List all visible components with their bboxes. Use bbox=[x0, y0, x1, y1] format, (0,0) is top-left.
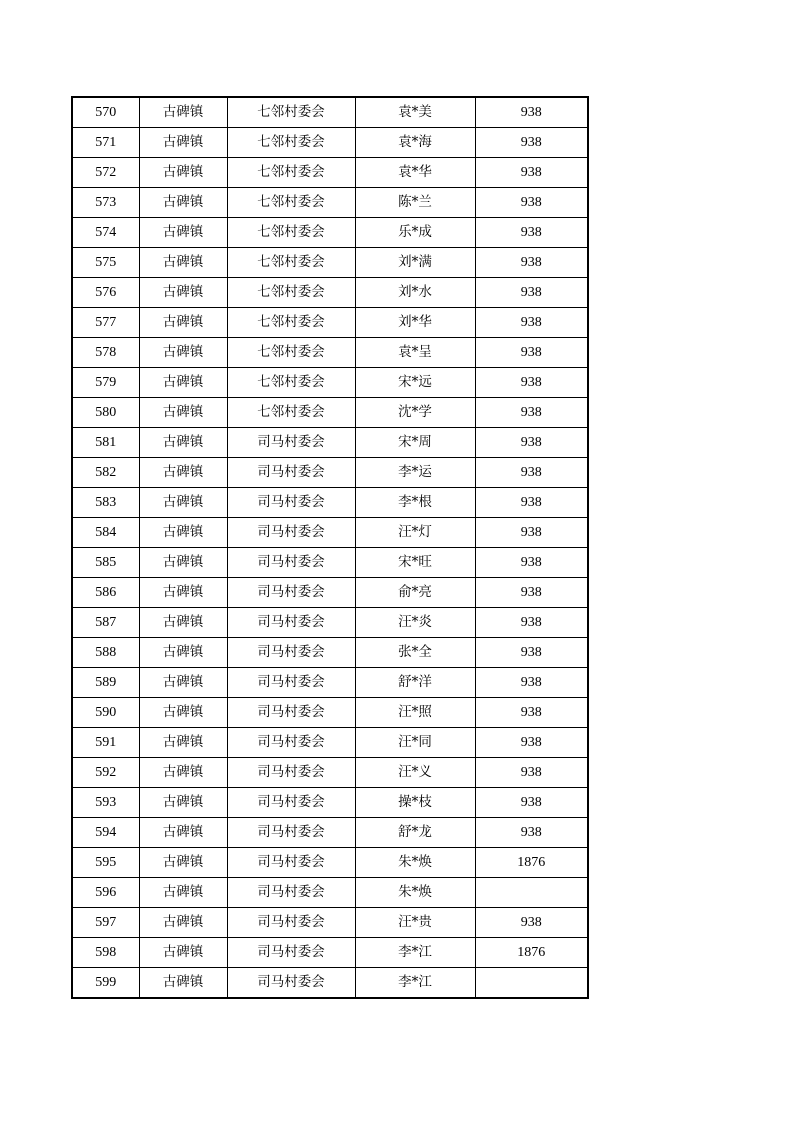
row-number-cell: 591 bbox=[72, 728, 139, 758]
village-committee-cell: 司马村委会 bbox=[227, 788, 355, 818]
town-cell: 古碑镇 bbox=[139, 428, 227, 458]
village-committee-cell: 司马村委会 bbox=[227, 518, 355, 548]
person-name-cell: 乐*成 bbox=[355, 218, 475, 248]
table-row bbox=[72, 938, 588, 968]
town-cell: 古碑镇 bbox=[139, 818, 227, 848]
town-cell: 古碑镇 bbox=[139, 158, 227, 188]
person-name-cell: 操*枝 bbox=[355, 788, 475, 818]
town-cell: 古碑镇 bbox=[139, 698, 227, 728]
table-row bbox=[72, 608, 588, 638]
town-cell: 古碑镇 bbox=[139, 368, 227, 398]
table-row bbox=[72, 248, 588, 278]
row-number-cell: 577 bbox=[72, 308, 139, 338]
village-committee-cell: 七邻村委会 bbox=[227, 368, 355, 398]
person-name-cell: 刘*满 bbox=[355, 248, 475, 278]
amount-cell: 938 bbox=[475, 548, 588, 578]
amount-cell: 938 bbox=[475, 788, 588, 818]
town-cell: 古碑镇 bbox=[139, 458, 227, 488]
person-name-cell: 汪*贵 bbox=[355, 908, 475, 938]
town-cell: 古碑镇 bbox=[139, 848, 227, 878]
village-committee-cell: 司马村委会 bbox=[227, 698, 355, 728]
table-row bbox=[72, 968, 588, 999]
town-cell: 古碑镇 bbox=[139, 188, 227, 218]
row-number-cell: 580 bbox=[72, 398, 139, 428]
town-cell: 古碑镇 bbox=[139, 278, 227, 308]
person-name-cell: 汪*义 bbox=[355, 758, 475, 788]
row-number-cell: 573 bbox=[72, 188, 139, 218]
person-name-cell: 李*江 bbox=[355, 938, 475, 968]
amount-cell: 938 bbox=[475, 338, 588, 368]
table-row bbox=[72, 818, 588, 848]
table-row bbox=[72, 218, 588, 248]
table-row bbox=[72, 188, 588, 218]
row-number-cell: 592 bbox=[72, 758, 139, 788]
amount-cell: 938 bbox=[475, 128, 588, 158]
person-name-cell: 朱*焕 bbox=[355, 878, 475, 908]
town-cell: 古碑镇 bbox=[139, 608, 227, 638]
table-row bbox=[72, 158, 588, 188]
amount-cell: 938 bbox=[475, 818, 588, 848]
amount-cell: 938 bbox=[475, 218, 588, 248]
town-cell: 古碑镇 bbox=[139, 518, 227, 548]
amount-cell: 938 bbox=[475, 608, 588, 638]
village-committee-cell: 七邻村委会 bbox=[227, 188, 355, 218]
town-cell: 古碑镇 bbox=[139, 788, 227, 818]
table-row bbox=[72, 578, 588, 608]
person-name-cell: 舒*洋 bbox=[355, 668, 475, 698]
village-committee-cell: 七邻村委会 bbox=[227, 308, 355, 338]
row-number-cell: 572 bbox=[72, 158, 139, 188]
village-committee-cell: 司马村委会 bbox=[227, 428, 355, 458]
amount-cell: 938 bbox=[475, 518, 588, 548]
row-number-cell: 578 bbox=[72, 338, 139, 368]
town-cell: 古碑镇 bbox=[139, 248, 227, 278]
row-number-cell: 575 bbox=[72, 248, 139, 278]
village-committee-cell: 司马村委会 bbox=[227, 818, 355, 848]
amount-cell: 938 bbox=[475, 428, 588, 458]
town-cell: 古碑镇 bbox=[139, 758, 227, 788]
village-committee-cell: 司马村委会 bbox=[227, 728, 355, 758]
town-cell: 古碑镇 bbox=[139, 578, 227, 608]
table-row bbox=[72, 308, 588, 338]
table-row bbox=[72, 278, 588, 308]
person-name-cell: 张*全 bbox=[355, 638, 475, 668]
table-row bbox=[72, 128, 588, 158]
town-cell: 古碑镇 bbox=[139, 548, 227, 578]
amount-cell: 1876 bbox=[475, 938, 588, 968]
village-committee-cell: 司马村委会 bbox=[227, 668, 355, 698]
row-number-cell: 597 bbox=[72, 908, 139, 938]
amount-cell: 938 bbox=[475, 398, 588, 428]
village-committee-cell: 司马村委会 bbox=[227, 638, 355, 668]
person-name-cell: 汪*照 bbox=[355, 698, 475, 728]
amount-cell: 938 bbox=[475, 248, 588, 278]
row-number-cell: 593 bbox=[72, 788, 139, 818]
table-row bbox=[72, 398, 588, 428]
village-committee-cell: 司马村委会 bbox=[227, 578, 355, 608]
table-row bbox=[72, 518, 588, 548]
person-name-cell: 袁*海 bbox=[355, 128, 475, 158]
amount-cell: 938 bbox=[475, 458, 588, 488]
table-row bbox=[72, 848, 588, 878]
row-number-cell: 587 bbox=[72, 608, 139, 638]
table-body bbox=[72, 97, 588, 998]
town-cell: 古碑镇 bbox=[139, 938, 227, 968]
person-name-cell: 陈*兰 bbox=[355, 188, 475, 218]
person-name-cell: 汪*炎 bbox=[355, 608, 475, 638]
amount-cell: 938 bbox=[475, 158, 588, 188]
amount-cell: 938 bbox=[475, 308, 588, 338]
table-row bbox=[72, 338, 588, 368]
row-number-cell: 574 bbox=[72, 218, 139, 248]
person-name-cell: 袁*美 bbox=[355, 97, 475, 128]
table-row bbox=[72, 698, 588, 728]
town-cell: 古碑镇 bbox=[139, 97, 227, 128]
amount-cell: 938 bbox=[475, 488, 588, 518]
village-committee-cell: 七邻村委会 bbox=[227, 158, 355, 188]
village-committee-cell: 司马村委会 bbox=[227, 458, 355, 488]
amount-cell: 938 bbox=[475, 188, 588, 218]
person-name-cell: 朱*焕 bbox=[355, 848, 475, 878]
table-row bbox=[72, 728, 588, 758]
town-cell: 古碑镇 bbox=[139, 398, 227, 428]
person-name-cell: 李*根 bbox=[355, 488, 475, 518]
person-name-cell: 袁*华 bbox=[355, 158, 475, 188]
table-row bbox=[72, 638, 588, 668]
village-committee-cell: 七邻村委会 bbox=[227, 97, 355, 128]
table-row bbox=[72, 758, 588, 788]
table-row bbox=[72, 878, 588, 908]
town-cell: 古碑镇 bbox=[139, 488, 227, 518]
village-committee-cell: 七邻村委会 bbox=[227, 278, 355, 308]
row-number-cell: 589 bbox=[72, 668, 139, 698]
amount-cell: 938 bbox=[475, 278, 588, 308]
row-number-cell: 570 bbox=[72, 97, 139, 128]
village-committee-cell: 七邻村委会 bbox=[227, 338, 355, 368]
amount-cell: 938 bbox=[475, 668, 588, 698]
amount-cell: 938 bbox=[475, 758, 588, 788]
table-row bbox=[72, 458, 588, 488]
row-number-cell: 583 bbox=[72, 488, 139, 518]
table-row bbox=[72, 428, 588, 458]
person-name-cell: 俞*亮 bbox=[355, 578, 475, 608]
row-number-cell: 590 bbox=[72, 698, 139, 728]
person-name-cell: 宋*周 bbox=[355, 428, 475, 458]
village-committee-cell: 司马村委会 bbox=[227, 548, 355, 578]
village-committee-cell: 司马村委会 bbox=[227, 848, 355, 878]
town-cell: 古碑镇 bbox=[139, 638, 227, 668]
village-committee-cell: 七邻村委会 bbox=[227, 248, 355, 278]
row-number-cell: 579 bbox=[72, 368, 139, 398]
village-committee-cell: 七邻村委会 bbox=[227, 128, 355, 158]
row-number-cell: 599 bbox=[72, 968, 139, 999]
person-name-cell: 宋*旺 bbox=[355, 548, 475, 578]
village-committee-cell: 司马村委会 bbox=[227, 758, 355, 788]
village-committee-cell: 七邻村委会 bbox=[227, 398, 355, 428]
table-row bbox=[72, 488, 588, 518]
amount-cell: 1876 bbox=[475, 848, 588, 878]
town-cell: 古碑镇 bbox=[139, 338, 227, 368]
town-cell: 古碑镇 bbox=[139, 308, 227, 338]
data-table bbox=[71, 96, 589, 999]
person-name-cell: 宋*远 bbox=[355, 368, 475, 398]
person-name-cell: 汪*同 bbox=[355, 728, 475, 758]
row-number-cell: 584 bbox=[72, 518, 139, 548]
row-number-cell: 596 bbox=[72, 878, 139, 908]
amount-cell: 938 bbox=[475, 97, 588, 128]
table-row bbox=[72, 368, 588, 398]
person-name-cell: 沈*学 bbox=[355, 398, 475, 428]
amount-cell: 938 bbox=[475, 578, 588, 608]
village-committee-cell: 七邻村委会 bbox=[227, 218, 355, 248]
row-number-cell: 598 bbox=[72, 938, 139, 968]
town-cell: 古碑镇 bbox=[139, 878, 227, 908]
village-committee-cell: 司马村委会 bbox=[227, 488, 355, 518]
amount-cell: 938 bbox=[475, 728, 588, 758]
row-number-cell: 588 bbox=[72, 638, 139, 668]
amount-cell: 938 bbox=[475, 698, 588, 728]
person-name-cell: 袁*呈 bbox=[355, 338, 475, 368]
row-number-cell: 586 bbox=[72, 578, 139, 608]
town-cell: 古碑镇 bbox=[139, 668, 227, 698]
row-number-cell: 594 bbox=[72, 818, 139, 848]
table-row bbox=[72, 548, 588, 578]
village-committee-cell: 司马村委会 bbox=[227, 908, 355, 938]
village-committee-cell: 司马村委会 bbox=[227, 608, 355, 638]
row-number-cell: 585 bbox=[72, 548, 139, 578]
table-row bbox=[72, 668, 588, 698]
row-number-cell: 581 bbox=[72, 428, 139, 458]
person-name-cell: 李*江 bbox=[355, 968, 475, 999]
village-committee-cell: 司马村委会 bbox=[227, 878, 355, 908]
person-name-cell: 李*运 bbox=[355, 458, 475, 488]
amount-cell bbox=[475, 968, 588, 999]
town-cell: 古碑镇 bbox=[139, 218, 227, 248]
person-name-cell: 舒*龙 bbox=[355, 818, 475, 848]
table-row bbox=[72, 908, 588, 938]
town-cell: 古碑镇 bbox=[139, 908, 227, 938]
table-row bbox=[72, 788, 588, 818]
town-cell: 古碑镇 bbox=[139, 728, 227, 758]
amount-cell: 938 bbox=[475, 638, 588, 668]
town-cell: 古碑镇 bbox=[139, 968, 227, 999]
village-committee-cell: 司马村委会 bbox=[227, 968, 355, 999]
person-name-cell: 汪*灯 bbox=[355, 518, 475, 548]
person-name-cell: 刘*华 bbox=[355, 308, 475, 338]
row-number-cell: 576 bbox=[72, 278, 139, 308]
row-number-cell: 582 bbox=[72, 458, 139, 488]
amount-cell: 938 bbox=[475, 908, 588, 938]
village-committee-cell: 司马村委会 bbox=[227, 938, 355, 968]
row-number-cell: 571 bbox=[72, 128, 139, 158]
person-name-cell: 刘*水 bbox=[355, 278, 475, 308]
table-row bbox=[72, 97, 588, 128]
amount-cell bbox=[475, 878, 588, 908]
amount-cell: 938 bbox=[475, 368, 588, 398]
row-number-cell: 595 bbox=[72, 848, 139, 878]
town-cell: 古碑镇 bbox=[139, 128, 227, 158]
